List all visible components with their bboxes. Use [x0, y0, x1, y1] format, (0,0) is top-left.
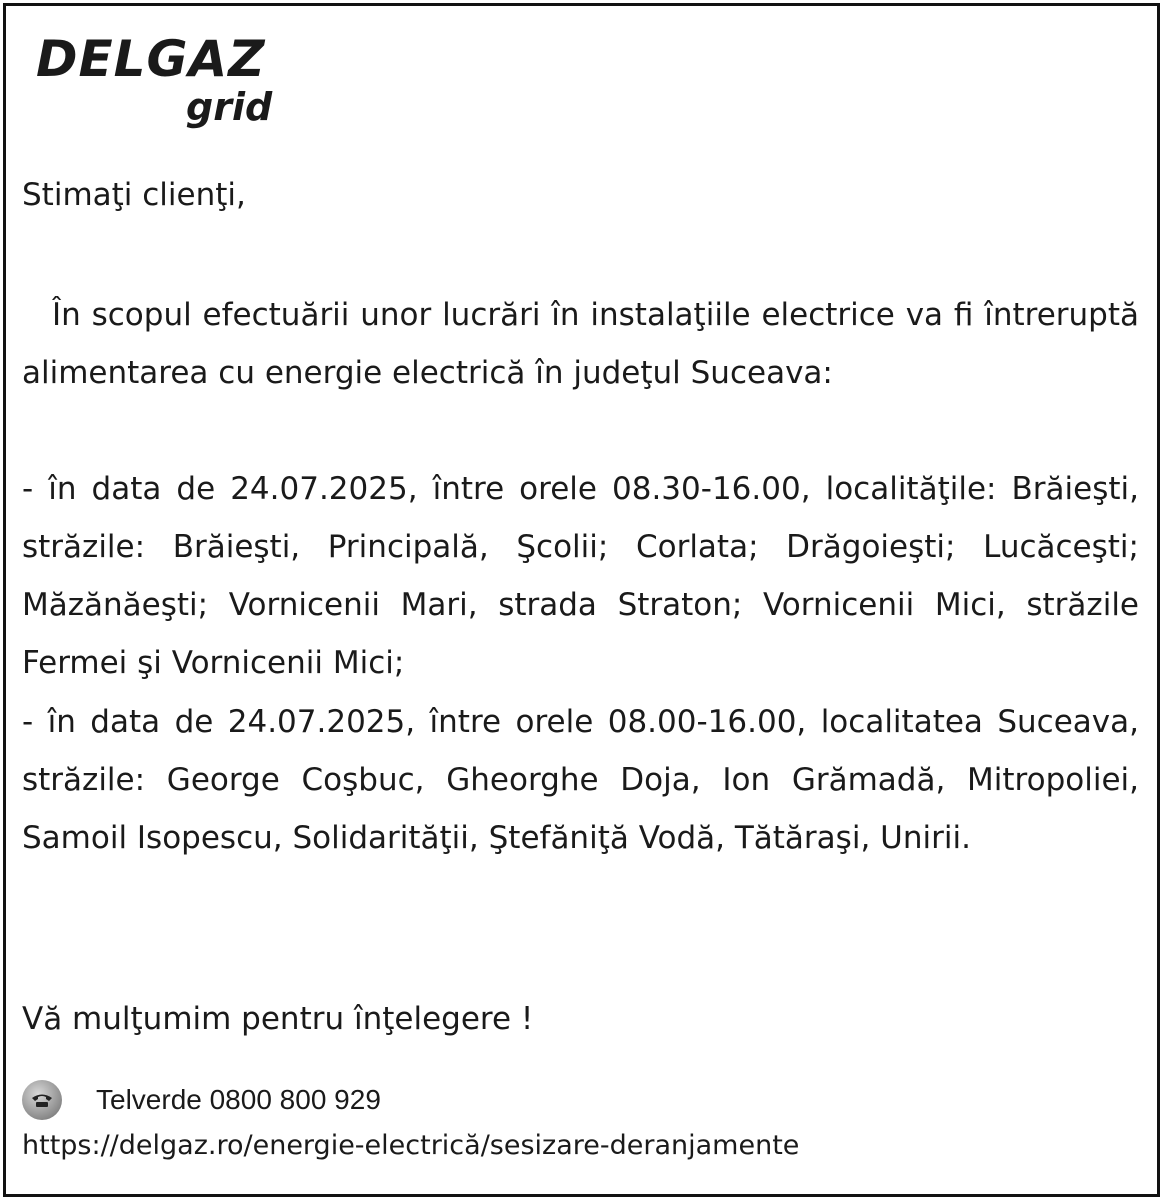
greeting: Stimaţi clienţi,: [22, 177, 246, 213]
delgaz-grid-logo: [36, 30, 296, 134]
logo-subtitle: grid: [186, 85, 273, 129]
thanks-line: Vă mulţumim pentru înţelegere !: [22, 1001, 534, 1037]
telephone-icon: [22, 1080, 62, 1120]
phone-contact: [22, 1078, 381, 1122]
logo-brand: DELGAZ: [36, 30, 266, 88]
outage-item: - în data de 24.07.2025, între orele 08.00-16.00, localitatea Suceava, străzile: George Coşbuc, Gheorghe Doja, Ion Grămadă, Mitropoliei, Samoil Isopescu, Solidarităţii, Ştefăniţă Vodă, Tătăraşi, Unirii.: [22, 704, 1139, 856]
phone-number: Telverde 0800 800 929: [96, 1084, 381, 1115]
outage-report-link[interactable]: https://delgaz.ro/energie-electrică/sesizare-deranjamente: [22, 1130, 800, 1161]
intro-paragraph: În scopul efectuării unor lucrări în instalaţiile electrice va fi întreruptă alimentarea cu energie electrică în judeţul Suceava:: [22, 297, 1139, 391]
outage-item: - în data de 24.07.2025, între orele 08.30-16.00, localităţile: Brăieşti, străzile: Brăieşti, Principală, Şcolii; Corlata; Drăgoieşti; Lucăceşti; Măzănăeşti; Vornicenii Mari, strada Straton; Vornicenii Mici, străzile Fermei şi Vornicenii Mici;: [22, 471, 1139, 681]
